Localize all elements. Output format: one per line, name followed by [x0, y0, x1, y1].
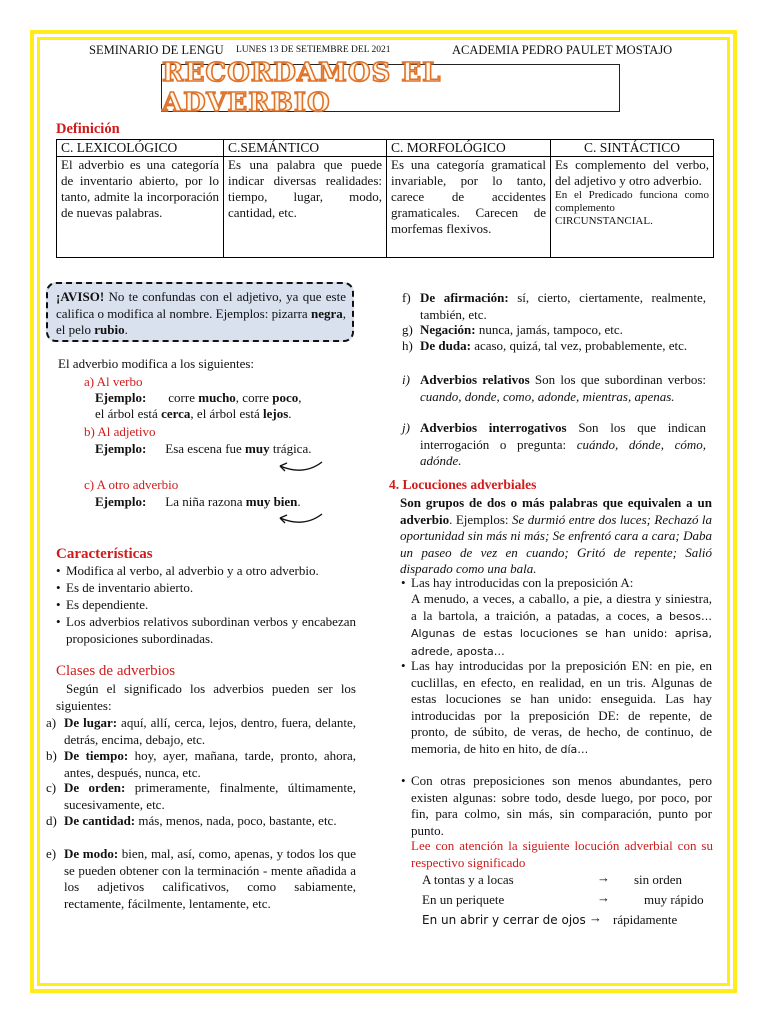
- clase-item-orden: [46, 780, 356, 813]
- locuciones-heading: 4. Locuciones adverbiales: [389, 477, 537, 492]
- example-text: Esa escena fue: [165, 441, 246, 456]
- item-italic: cuándo, dónde, cómo, adónde.: [420, 436, 706, 468]
- locucion-pair: [422, 872, 514, 889]
- clase-item-lugar: [46, 715, 356, 748]
- clase-item-relativos: [402, 372, 706, 405]
- header-date: LUNES 13 DE SETIEMBRE DEL 2021: [236, 45, 391, 55]
- definition-table: [56, 139, 714, 258]
- bullet-text: A menudo, a veces, a caballo, a pie, a diestra y siniestra, a la bartola, a traición, a patadas, a coces,: [411, 591, 712, 623]
- item-bold: De lugar:: [64, 715, 118, 730]
- definition-text: . Ejemplos:: [449, 511, 512, 527]
- heading-text: Características: [56, 546, 153, 562]
- item-marker: b): [46, 748, 57, 763]
- item-marker: h): [402, 338, 413, 353]
- item-bold: De modo:: [64, 846, 119, 861]
- item-text: hoy, ayer, mañana, tarde, pronto, ahora, antes, después, nunca, etc.: [64, 748, 357, 780]
- table-cell: Es una palabra que puede indicar diversas realidades: tiempo, lugar, modo, cantidad, etc.: [224, 157, 387, 258]
- table-header-row: [57, 140, 714, 157]
- heading-text: Clases de adverbios: [56, 663, 176, 679]
- example-text: , corre: [235, 390, 273, 405]
- aviso-bold: negra: [310, 305, 343, 321]
- definition-bold: Son grupos de dos o más palabras que equivalen a un adverbio: [400, 495, 712, 527]
- caracteristica-item: • Modifica al verbo, al adverbio y a otro adverbio.: [66, 563, 356, 580]
- pair-phrase: En un abrir y cerrar de ojos: [422, 913, 586, 927]
- item-bold: Negación:: [420, 322, 476, 337]
- definicion-heading: Definición: [56, 121, 120, 137]
- example-text: .: [297, 494, 301, 509]
- clase-item-interrogativos: [402, 420, 706, 470]
- example-text: corre: [168, 390, 199, 405]
- pair-meaning: muy rápido: [644, 892, 704, 907]
- table-row: [57, 157, 714, 258]
- caracteristica-item: • Es de inventario abierto.: [66, 580, 356, 597]
- modifica-a-example: [95, 390, 302, 407]
- bullet-text-sans: a besos…Algunas de estas locuciones se han unido: aprisa, adrede, aposta…: [411, 609, 712, 658]
- locucion-bullet-otras: [411, 773, 712, 839]
- item-marker: d): [46, 813, 57, 828]
- pair-meaning: sin orden: [634, 872, 683, 887]
- pair-phrase: En un periquete: [422, 892, 505, 907]
- example-label: Ejemplo:: [95, 494, 147, 509]
- example-bold: lejos: [262, 406, 289, 421]
- locuciones-task: Lee con atención la siguiente locución adverbial con su respectivo significado: [411, 838, 713, 870]
- column-header: C.SEMÁNTICO: [224, 140, 387, 157]
- item-bold: Adverbios interrogativos: [420, 420, 567, 435]
- aviso-bold: rubio: [94, 322, 125, 337]
- table-cell: [551, 157, 714, 258]
- bullet-text: Con otras preposiciones son menos abundantes, pero existen algunas: sobre todo, desde luego, por poco, por fin, para colmo, sin más, sin comparación, punto por punto.: [411, 773, 712, 838]
- modifica-b-label: b) Al adjetivo: [84, 424, 156, 439]
- item-text: nunca, jamás, tampoco, etc.: [475, 322, 623, 337]
- example-text: ,: [298, 390, 302, 405]
- item-bold: De cantidad:: [64, 813, 136, 828]
- clase-item-afirmacion: [402, 290, 706, 323]
- caracteristicas-heading: [56, 546, 153, 563]
- page-title: RECORDAMOS EL ADVERBIO: [162, 58, 442, 118]
- item-text: Son los que subordinan verbos:: [529, 372, 706, 387]
- modifica-c-label: c) A otro adverbio: [84, 477, 179, 492]
- item-text: acaso, quizá, tal vez, probablemente, etc.: [470, 338, 688, 353]
- item-text: más, menos, nada, poco, bastante, etc.: [135, 813, 337, 828]
- clase-item-modo: [46, 846, 356, 912]
- pair-phrase: A tontas y a locas: [422, 872, 514, 887]
- item-marker: c): [46, 780, 57, 795]
- example-bold: muy bien: [245, 494, 298, 509]
- aviso-label: ¡AVISO!: [56, 289, 105, 304]
- cell-small-text: En el Predicado funciona como complemento CIRCUNSTANCIAL.: [555, 189, 709, 227]
- item-bold: De afirmación:: [420, 290, 509, 305]
- example-bold: muy: [245, 441, 270, 456]
- bullet-text-sans: día…: [560, 742, 589, 756]
- aviso-text: .: [124, 322, 128, 337]
- example-bold: cerca: [161, 406, 191, 421]
- item-marker: g): [402, 322, 413, 337]
- table-cell: El adverbio es una categoría de inventario abierto, por lo tanto, admite la incorporación de nuevas palabras.: [57, 157, 224, 258]
- locuciones-definition: [400, 495, 712, 578]
- bullet-text: Las hay introducidas por la preposición EN: en pie, en cuclillas, en efecto, en realidad, en un tris. Algunas de estas locuciones se han unido: enseguida. Las hay introducidas por la preposición DE: de repente, de pronto, de súbito, de veras, de hecho, de continuo, de memoria, de hito en hito, de: [411, 658, 712, 756]
- example-label: Ejemplo:: [95, 390, 147, 405]
- locucion-bullet-a: [411, 575, 712, 592]
- clase-item-negacion: [402, 322, 706, 339]
- example-bold: poco: [272, 390, 299, 405]
- item-marker: i): [402, 372, 410, 387]
- item-bold: De tiempo:: [64, 748, 129, 763]
- example-text: La niña razona: [165, 494, 246, 509]
- column-header: C. SINTÁCTICO: [551, 140, 714, 157]
- item-italic: cuando, donde, como, adonde, mientras, apenas.: [420, 388, 675, 404]
- item-text: primeramente, finalmente, últimamente, sucesivamente, etc.: [64, 780, 356, 812]
- pair-meaning: rápidamente: [613, 912, 678, 927]
- curved-arrow-icon: [268, 508, 328, 530]
- cell-text: Es complemento del verbo, del adjetivo y otro adverbio.: [555, 157, 709, 188]
- item-marker: e): [46, 846, 57, 861]
- modifica-a-example-2: [95, 406, 292, 423]
- example-text: .: [288, 406, 292, 421]
- item-marker: j): [402, 420, 410, 435]
- definition-examples: Se durmió entre dos luces; Rechazó la oportunidad sin más ni más; Se enfrentó cara a cara; Daba un paseo de vez en cuando; Gritó de repente; Salió disparado como una bala.: [400, 511, 713, 576]
- modifica-a-label: a) Al verbo: [84, 374, 143, 389]
- item-text: bien, mal, así, como, apenas, y todos los que se pueden obtener con la terminación - mente añadida a los adjetivos calificativos, como sabiamente, rectamente, fácilmente, lentamente, etc.: [64, 846, 356, 911]
- arrow-right-icon: →: [597, 890, 610, 905]
- column-header: C. LEXICOLÓGICO: [57, 140, 224, 157]
- item-marker: f): [402, 290, 411, 305]
- title-box: [161, 58, 620, 118]
- item-text: aquí, allí, cerca, lejos, dentro, fuera, delante, detrás, encima, debajo, etc.: [64, 715, 356, 747]
- clases-heading: [56, 663, 175, 680]
- aviso-box: [46, 282, 354, 342]
- locucion-pair: [422, 892, 504, 909]
- bullet-intro: Las hay introducidas con la preposición A:: [411, 575, 634, 590]
- clase-item-duda: [402, 338, 706, 355]
- header-seminar: SEMINARIO DE LENGU: [89, 43, 224, 57]
- table-cell: Es una categoría gramatical invariable, por lo tanto, carece de accidentes gramaticales. Carecen de morfemas flexivos.: [387, 157, 551, 258]
- locucion-bullet-en: [411, 658, 712, 758]
- caracteristica-item: • Los adverbios relativos subordinan verbos y encabezan proposiciones subordinadas.: [66, 614, 356, 647]
- caracteristica-item: • Es dependiente.: [66, 597, 356, 614]
- locucion-bullet-a-text: [411, 591, 712, 660]
- example-label: Ejemplo:: [95, 441, 147, 456]
- arrow-right-icon: →: [589, 910, 602, 925]
- clase-item-cantidad: [46, 813, 356, 830]
- example-text: , el árbol está: [190, 406, 263, 421]
- clase-item-tiempo: [46, 748, 356, 781]
- clases-intro: Según el significado los adverbios pueden ser los siguientes:: [56, 681, 356, 713]
- example-bold: mucho: [198, 390, 236, 405]
- example-text: trágica.: [269, 441, 312, 456]
- item-bold: De duda:: [420, 338, 471, 353]
- header-academy: ACADEMIA PEDRO PAULET MOSTAJO: [452, 43, 673, 57]
- curved-arrow-icon: [268, 456, 328, 478]
- example-text: el árbol está: [95, 406, 162, 421]
- item-bold: Adverbios relativos: [420, 372, 530, 387]
- aviso-text: , el pelo: [56, 305, 346, 337]
- column-header: C. MORFOLÓGICO: [387, 140, 551, 157]
- item-marker: a): [46, 715, 57, 730]
- modifica-intro: El adverbio modifica a los siguientes:: [58, 356, 255, 371]
- aviso-text: No te confundas con el adjetivo, ya que este califica o modifica al nombre. Ejemplos: pizarra: [56, 289, 346, 321]
- item-text: sí, cierto, ciertamente, realmente, también, etc.: [420, 290, 706, 322]
- arrow-right-icon: →: [597, 870, 610, 885]
- item-bold: De orden:: [64, 780, 126, 795]
- item-text: Son los que indican interrogación o pregunta:: [420, 420, 706, 452]
- locucion-pair: [422, 912, 586, 929]
